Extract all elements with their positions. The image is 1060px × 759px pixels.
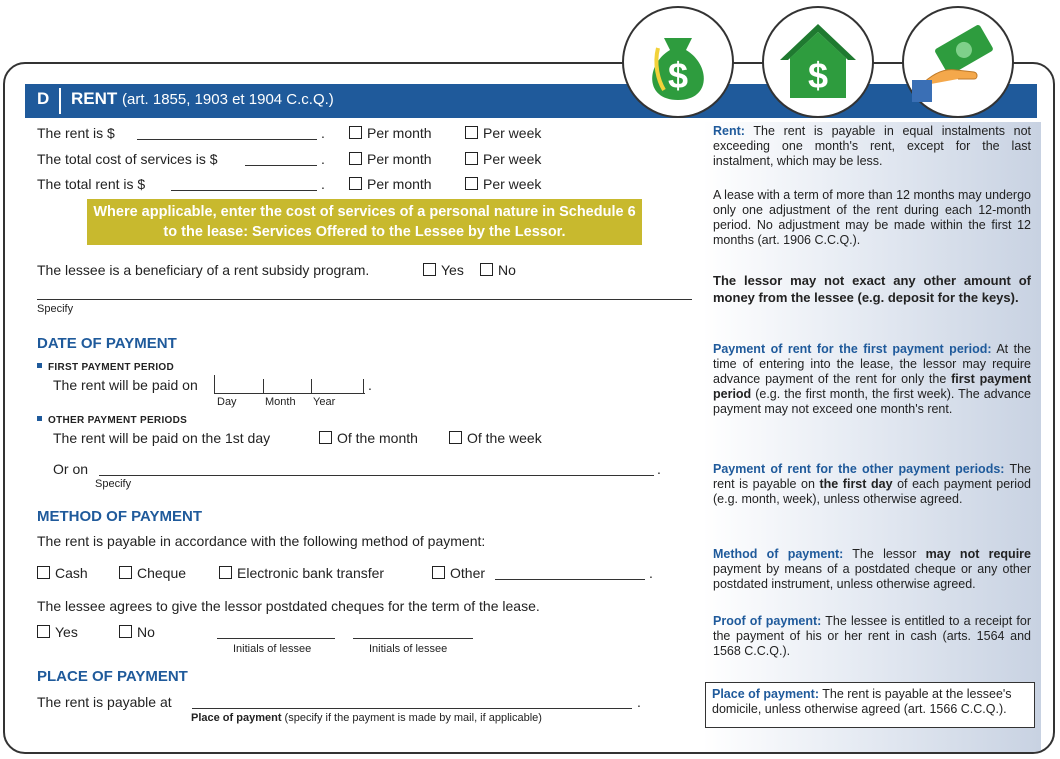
lessee-initials-field-2[interactable] [353,638,473,639]
total-per-week-option[interactable]: Per week [465,176,541,192]
checkbox[interactable] [449,431,462,444]
initials-caption-2: Initials of lessee [369,643,448,655]
date-of-payment-heading: DATE OF PAYMENT [37,335,177,352]
subsidy-yes-option[interactable]: Yes [423,262,464,278]
postdated-no-option[interactable]: No [119,624,155,640]
or-on-specify-caption: Specify [95,478,132,490]
first-period-text: The rent will be paid on [53,377,198,393]
total-rent-field[interactable] [171,190,317,191]
other-option[interactable]: Other [432,565,485,581]
cheque-option[interactable]: Cheque [119,565,186,581]
rent-form-card: D RENT (art. 1855, 1903 et 1904 C.c.Q.) The rent is $ . Per month Per week The total cost of services is $ . Per month Per week The total rent is $ . Per month Per week Where applicable, enter the cost of services of a personal nature in Schedule 6 to the lease: Services Offered to the Lessee by the Lessor. The lessee is a beneficiary of a rent subsidy program. Yes No Specify DATE OF PAYMENT FIRST PAYMENT PERIOD The rent will be paid on . Day Month Year OTHER PAYMENT PERIODS The rent will be paid on the 1st day Of the month Of the week Or on . Specify METHOD OF PAYMENT The rent is payable in accordance with the following method of payment: Cash Cheque Electronic bank transfer Other . The lessee agrees to give the lessor postdated cheques for the term of the lease. Yes No Initials of lessee Initials of lessee PLACE OF PAYMENT The rent is payable at . Place of payment (specify if the payment is made by mail, if applicable) Rent: The rent is payable in equal instalments not exceeding one month's rent, except for the last instalment, which may be less. A lease with a term of more than 12 months may undergo only one adjustment of the rent during each 12-month period. No adjustment may be made within the first 12 months (art. 1906 C.C.Q.). The lessor may not exact any other amount of money from the lessee (e.g. deposit for the keys). Payment of rent for the first payment period: At the time of entering into the lease, the lessor may require advance payment of the rent for only the first payment period (e.g. the first month, the first week). The advance payment may not exceed one month's rent. Payment of rent for the other payment periods: The rent is payable on the first day of each payment period (e.g. month, week), unless otherwise agreed. Method of payment: The lessor may not require payment by means of a postdated cheque or any other postdated instrument, unless otherwise agreed. Proof of payment: The lessee is entitled to a receipt for the payment of his or her rent in cash (arts. 1564 and 1568 C.C.Q.). Place of payment: The rent is payable at the lessee's domicile, unless otherwise agreed (art. 1566 C.C.Q.). [3,62,1055,754]
checkbox[interactable] [349,152,362,165]
month-caption: Month [265,396,296,408]
checkbox[interactable] [480,263,493,276]
rent-per-month-option[interactable]: Per month [349,125,432,141]
of-the-month-option[interactable]: Of the month [319,430,418,446]
day-caption: Day [217,396,237,408]
place-text: The rent is payable at [37,694,172,710]
checkbox[interactable] [349,177,362,190]
section-letter: D [37,89,50,108]
svg-text:$: $ [807,55,829,96]
sidebar-deposit-note: The lessor may not exact any other amount of money from the lessee (e.g. deposit for the keys). [713,273,1031,305]
other-method-field[interactable] [495,579,645,580]
sidebar-other-periods-note: Payment of rent for the other payment periods: The rent is payable on the first day of each payment period (e.g. month, week), unless otherwise agreed. [713,462,1031,506]
checkbox[interactable] [423,263,436,276]
total-rent-label: The total rent is $ [37,176,146,192]
checkbox[interactable] [37,625,50,638]
checkbox[interactable] [349,126,362,139]
info-sidebar [703,122,1041,754]
or-on-label: Or on [53,461,89,477]
cash-option[interactable]: Cash [37,565,88,581]
checkbox[interactable] [119,625,132,638]
postdated-text: The lessee agrees to give the lessor postdated cheques for the term of the lease. [37,598,540,614]
checkbox[interactable] [432,566,445,579]
year-caption: Year [313,396,336,408]
services-per-month-option[interactable]: Per month [349,151,432,167]
place-caption: Place of payment (specify if the payment is made by mail, if applicable) [191,712,542,724]
subsidy-no-option[interactable]: No [480,262,516,278]
checkbox[interactable] [119,566,132,579]
money-bag-icon [622,6,734,118]
other-periods-subheading: OTHER PAYMENT PERIODS [37,415,187,426]
or-on-field[interactable] [99,475,654,476]
checkbox[interactable] [465,126,478,139]
sidebar-method-note: Method of payment: The lessor may not require payment by means of a postdated cheque or any other postdated instrument, unless otherwise agreed. [713,547,1031,591]
services-per-week-option[interactable]: Per week [465,151,541,167]
services-amount-field[interactable] [245,165,317,166]
of-the-week-option[interactable]: Of the week [449,430,542,446]
sidebar-proof-note: Proof of payment: The lessee is entitled to a receipt for the payment of his or her rent in cash (arts. 1564 and 1568 C.C.Q.). [713,614,1031,658]
checkbox[interactable] [37,566,50,579]
sidebar-first-period-note: Payment of rent for the first payment period: At the time of entering into the lease, the lessor may require advance payment of the rent for only the first payment period (e.g. the first month, the first week). The advance payment may not exceed one month's rent. [713,342,1031,416]
checkbox[interactable] [219,566,232,579]
services-note: Where applicable, enter the cost of services of a personal nature in Schedule 6 to the lease: Services Offered to the Lessee by the Lessor. [87,199,642,245]
sidebar-place-note: Place of payment: The rent is payable at the lessee's domicile, unless otherwise agreed (art. 1566 C.C.Q.). [705,682,1035,728]
checkbox[interactable] [465,152,478,165]
hand-cash-icon [902,6,1014,118]
section-title: RENT (art. 1855, 1903 et 1904 C.c.Q.) [71,89,334,108]
rent-amount-field[interactable] [137,139,317,140]
services-label: The total cost of services is $ [37,151,218,167]
checkbox[interactable] [319,431,332,444]
subsidy-specify-caption: Specify [37,303,74,315]
first-payment-date-field[interactable] [214,375,365,394]
total-per-month-option[interactable]: Per month [349,176,432,192]
other-periods-text: The rent will be paid on the 1st day [53,430,271,446]
place-of-payment-field[interactable] [192,708,632,709]
section-articles: (art. 1855, 1903 et 1904 C.c.Q.) [122,91,334,108]
svg-text:$: $ [667,55,689,96]
sidebar-rent-note: Rent: The rent is payable in equal instalments not exceeding one month's rent, except for the last instalment, which may be less. [713,124,1031,168]
postdated-yes-option[interactable]: Yes [37,624,78,640]
rent-per-week-option[interactable]: Per week [465,125,541,141]
house-dollar-icon [762,6,874,118]
subsidy-label: The lessee is a beneficiary of a rent subsidy program. [37,262,370,278]
rent-label: The rent is $ [37,125,115,141]
initials-caption-1: Initials of lessee [233,643,312,655]
method-of-payment-heading: METHOD OF PAYMENT [37,508,203,525]
bank-transfer-option[interactable]: Electronic bank transfer [219,565,384,581]
section-header [25,84,1037,118]
checkbox[interactable] [465,177,478,190]
place-of-payment-heading: PLACE OF PAYMENT [37,668,188,685]
first-period-subheading: FIRST PAYMENT PERIOD [37,362,174,373]
header-divider [59,88,61,114]
subsidy-specify-field[interactable] [37,299,692,300]
sidebar-adjustment-note: A lease with a term of more than 12 months may undergo only one adjustment of the rent during each 12-month period. No adjustment may be made within the first 12 months (art. 1906 C.C.Q.). [713,188,1031,247]
lessee-initials-field-1[interactable] [217,638,335,639]
method-text: The rent is payable in accordance with the following method of payment: [37,533,486,549]
